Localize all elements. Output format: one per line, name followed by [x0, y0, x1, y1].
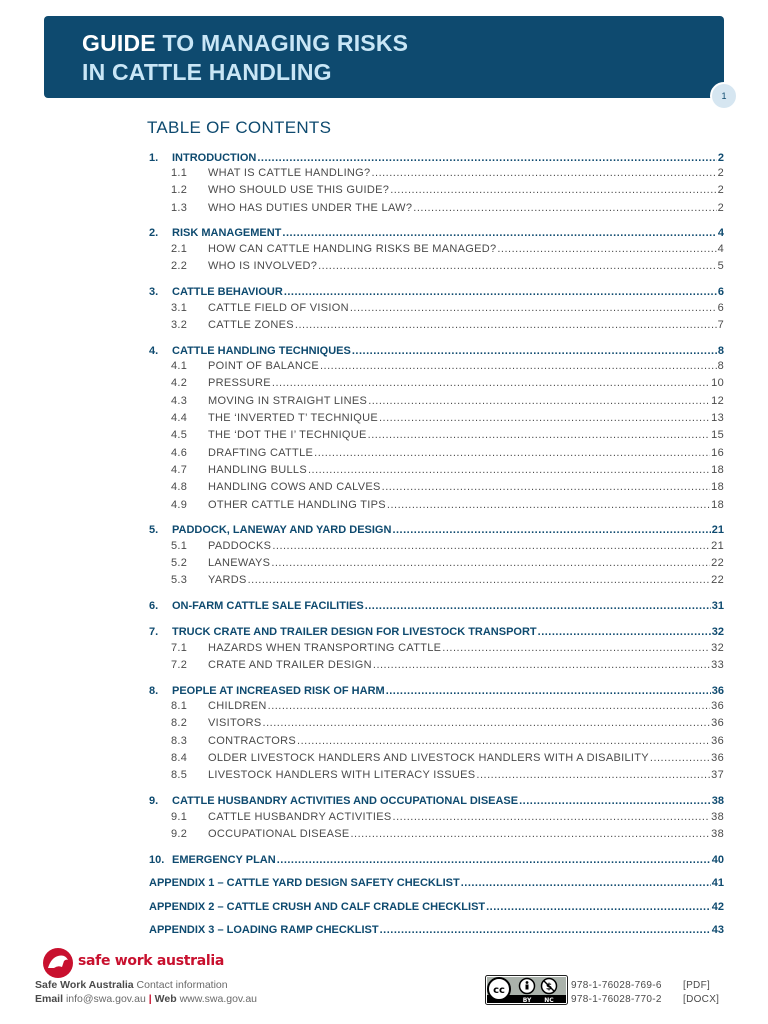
toc-entry-page: 4: [717, 227, 724, 240]
toc-leader-dots: [461, 875, 711, 891]
toc-subentry[interactable]: [0, 640, 768, 656]
toc-entry-page: 12: [711, 394, 724, 407]
toc-entry-number: 4.: [149, 344, 159, 357]
toc-leader-dots: [390, 182, 716, 198]
toc-section-entry[interactable]: [0, 284, 768, 300]
toc-entry-number: 7.2: [171, 658, 188, 671]
toc-subentry[interactable]: [0, 767, 768, 783]
contact-line: [35, 979, 228, 991]
toc-entry-page: 36: [711, 684, 724, 697]
toc-entry-number: 1.3: [171, 201, 188, 214]
toc-entry-number: 4.2: [171, 377, 188, 390]
toc-subentry[interactable]: [0, 241, 768, 257]
toc-entry-number: 8.: [149, 684, 159, 697]
toc-entry-title: POINT OF BALANCE: [208, 360, 319, 373]
toc-subentry[interactable]: [0, 300, 768, 316]
toc-leader-dots: [282, 225, 716, 241]
toc-entry-number: 7.1: [171, 641, 188, 654]
toc-entry-title: OTHER CATTLE HANDLING TIPS: [208, 498, 386, 511]
toc-entry-number: 4.8: [171, 481, 188, 494]
toc-entry-number: 5.2: [171, 557, 188, 570]
toc-subentry[interactable]: [0, 165, 768, 181]
toc-subentry[interactable]: [0, 258, 768, 274]
toc-entry-page: 32: [711, 626, 724, 638]
toc-entry-page: 15: [711, 429, 724, 442]
toc-subentry[interactable]: [0, 393, 768, 409]
toc-entry-page: 41: [711, 877, 724, 890]
toc-entry-page: 8: [717, 360, 724, 373]
toc-heading: TABLE OF CONTENTS: [147, 118, 332, 137]
toc-entry-title: HOW CAN CATTLE HANDLING RISKS BE MANAGED?: [208, 242, 497, 255]
toc-leader-dots: [386, 683, 711, 699]
separator: |: [148, 993, 152, 1005]
toc-entry-number: 1.: [149, 151, 159, 164]
toc-leader-dots: [442, 640, 710, 656]
toc-entry-page: 5: [717, 260, 724, 273]
toc-leader-dots: [379, 410, 710, 426]
document-header: [44, 16, 724, 98]
toc-entry-number: 5.: [149, 524, 159, 537]
toc-leader-dots: [387, 497, 710, 513]
isbn-format: [DOCX]: [683, 994, 720, 1005]
toc-entry-title: APPENDIX 1 – CATTLE YARD DESIGN SAFETY CHECKLIST: [149, 877, 460, 890]
toc-entry-page: 32: [711, 641, 724, 654]
toc-entry-title: CRATE AND TRAILER DESIGN: [208, 658, 372, 671]
toc-subentry[interactable]: [0, 497, 768, 513]
toc-entry-page: 10: [711, 377, 724, 390]
toc-entry-page: 6: [717, 286, 724, 298]
toc-entry-title: CATTLE BEHAVIOUR: [172, 286, 283, 298]
toc-entry-page: 21: [711, 539, 724, 552]
toc-entry-number: 8.3: [171, 734, 188, 747]
toc-entry-number: 9.1: [171, 810, 188, 823]
toc-entry-title: PEOPLE AT INCREASED RISK OF HARM: [172, 684, 385, 697]
toc-leader-dots: [368, 393, 710, 409]
toc-subentry[interactable]: [0, 555, 768, 571]
toc-entry-page: 16: [711, 446, 724, 459]
toc-section-entry[interactable]: [0, 683, 768, 699]
toc-section-entry[interactable]: [0, 150, 768, 166]
toc-section-entry[interactable]: [0, 225, 768, 241]
toc-entry-number: 7.: [149, 626, 159, 638]
toc-leader-dots: [393, 809, 711, 825]
toc-leader-dots: [271, 555, 710, 571]
toc-leader-dots: [297, 733, 710, 749]
toc-entry-number: 4.9: [171, 498, 188, 511]
toc-entry-title: WHO HAS DUTIES UNDER THE LAW?: [208, 201, 413, 214]
toc-entry-number: 8.2: [171, 717, 188, 730]
title-rest-line-1: TO MANAGING RISKS: [162, 30, 409, 56]
toc-section-entry[interactable]: [0, 852, 768, 868]
toc-section-entry[interactable]: [0, 624, 768, 640]
web-link[interactable]: www.swa.gov.au: [179, 993, 258, 1005]
toc-section-entry[interactable]: [0, 598, 768, 614]
toc-entry-number: 3.2: [171, 318, 188, 331]
toc-entry-page: 8: [717, 344, 724, 357]
toc-entry-number: 3.: [149, 286, 159, 298]
toc-entry-number: 4.6: [171, 446, 188, 459]
toc-leader-dots: [318, 258, 716, 274]
web-label: Web: [154, 993, 177, 1005]
toc-entry-title: HANDLING BULLS: [208, 463, 307, 476]
toc-entry-title: CATTLE ZONES: [208, 318, 294, 331]
toc-entry-page: 38: [711, 810, 724, 823]
toc-entry-number: 9.2: [171, 827, 188, 840]
toc-entry-title: VISITORS: [208, 717, 262, 730]
toc-entry-title: LIVESTOCK HANDLERS WITH LITERACY ISSUES: [208, 769, 476, 782]
toc-entry-title: YARDS: [208, 574, 247, 587]
toc-section-entry[interactable]: [0, 522, 768, 538]
toc-entry-title: APPENDIX 3 – LOADING RAMP CHECKLIST: [149, 924, 379, 937]
toc-entry-page: 31: [711, 600, 724, 613]
toc-entry-page: 18: [711, 481, 724, 494]
toc-entry-page: 37: [711, 769, 724, 782]
email-label: Email: [35, 993, 64, 1005]
toc-entry-number: 4.3: [171, 394, 188, 407]
toc-leader-dots: [263, 715, 711, 731]
toc-leader-dots: [382, 479, 711, 495]
toc-entry-page: 2: [717, 201, 724, 214]
toc-leader-dots: [380, 922, 711, 938]
toc-entry-number: 3.1: [171, 301, 188, 314]
toc-entry-title: CATTLE HANDLING TECHNIQUES: [172, 344, 351, 357]
toc-leader-dots: [368, 427, 710, 443]
toc-entry-page: 43: [711, 924, 724, 937]
toc-leader-dots: [257, 150, 717, 166]
toc-entry-page: 18: [711, 498, 724, 511]
toc-entry-title: WHAT IS CATTLE HANDLING?: [208, 167, 371, 179]
toc-subentry[interactable]: [0, 445, 768, 461]
toc-entry-number: 1.1: [171, 167, 188, 179]
isbn-docx: [571, 994, 720, 1005]
toc-leader-dots: [272, 538, 710, 554]
toc-entry-title: HAZARDS WHEN TRANSPORTING CATTLE: [208, 641, 442, 654]
toc-entry-title: HANDLING COWS AND CALVES: [208, 481, 381, 494]
toc-entry-title: CATTLE FIELD OF VISION: [208, 301, 349, 314]
toc-entry-number: 4.1: [171, 360, 188, 373]
toc-subentry[interactable]: [0, 538, 768, 554]
toc-entry-title: EMERGENCY PLAN: [172, 853, 276, 866]
toc-entry-title: MOVING IN STRAIGHT LINES: [208, 394, 368, 407]
toc-entry-number: 2.: [149, 227, 159, 240]
toc-subentry[interactable]: [0, 657, 768, 673]
toc-entry-number: 1.2: [171, 184, 188, 197]
toc-subentry[interactable]: [0, 698, 768, 714]
toc-subentry[interactable]: [0, 358, 768, 374]
toc-subentry[interactable]: [0, 462, 768, 478]
toc-appendix-entry[interactable]: [0, 922, 768, 938]
toc-leader-dots: [268, 698, 711, 714]
toc-leader-dots: [295, 317, 717, 333]
toc-entry-page: 2: [717, 184, 724, 197]
toc-entry-title: THE ‘DOT THE I’ TECHNIQUE: [208, 429, 367, 442]
toc-subentry[interactable]: [0, 410, 768, 426]
toc-entry-number: 4.4: [171, 412, 188, 424]
toc-appendix-entry[interactable]: [0, 899, 768, 915]
toc-subentry[interactable]: [0, 375, 768, 391]
toc-subentry[interactable]: [0, 182, 768, 198]
toc-subentry[interactable]: [0, 809, 768, 825]
toc-entry-title: LANEWAYS: [208, 557, 271, 570]
toc-leader-dots: [538, 624, 711, 640]
toc-leader-dots: [272, 375, 710, 391]
toc-subentry[interactable]: [0, 479, 768, 495]
toc-entry-title: OLDER LIVESTOCK HANDLERS AND LIVESTOCK HANDLERS WITH A DISABILITY: [208, 752, 649, 764]
page-number-badge: 1: [710, 82, 738, 110]
logo-text: safe work australia: [78, 953, 225, 969]
toc-leader-dots: [352, 343, 717, 359]
toc-entry-number: 4.7: [171, 463, 188, 476]
toc-entry-page: 21: [711, 524, 724, 537]
toc-entry-title: CONTRACTORS: [208, 734, 297, 747]
toc-subentry[interactable]: [0, 733, 768, 749]
toc-entry-title: APPENDIX 2 – CATTLE CRUSH AND CALF CRADLE CHECKLIST: [149, 900, 486, 913]
toc-leader-dots: [373, 657, 710, 673]
toc-leader-dots: [365, 598, 711, 614]
toc-leader-dots: [350, 300, 717, 316]
toc-leader-dots: [392, 522, 710, 538]
title-line-1: [82, 30, 408, 57]
toc-entry-page: 6: [717, 301, 724, 314]
toc-entry-number: 4.5: [171, 429, 188, 442]
toc-entry-number: 5.1: [171, 539, 188, 552]
toc-entry-number: 9.: [149, 795, 159, 808]
toc-entry-number: 2.1: [171, 242, 188, 255]
toc-entry-number: 8.4: [171, 752, 188, 764]
toc-entry-title: PADDOCKS: [208, 539, 272, 552]
toc-appendix-entry[interactable]: [0, 875, 768, 891]
toc-leader-dots: [320, 358, 717, 374]
toc-entry-page: 2: [717, 167, 724, 179]
toc-subentry[interactable]: [0, 317, 768, 333]
toc-entry-page: 36: [711, 752, 724, 764]
toc-entry-title: CATTLE HUSBANDRY ACTIVITIES: [208, 810, 392, 823]
toc-entry-page: 33: [711, 658, 724, 671]
toc-leader-dots: [314, 445, 710, 461]
toc-leader-dots: [413, 200, 716, 216]
toc-entry-title: CHILDREN: [208, 700, 267, 713]
toc-entry-title: TRUCK CRATE AND TRAILER DESIGN FOR LIVESTOCK TRANSPORT: [172, 626, 537, 638]
isbn-format: [PDF]: [683, 980, 711, 991]
toc-entry-page: 2: [717, 151, 724, 164]
toc-leader-dots: [486, 899, 711, 915]
title-line-2: IN CATTLE HANDLING: [82, 59, 332, 85]
toc-entry-number: 8.1: [171, 700, 188, 713]
toc-leader-dots: [277, 852, 711, 868]
email-web-line: [35, 993, 257, 1005]
toc-leader-dots: [476, 767, 710, 783]
toc-entry-page: 36: [711, 717, 724, 730]
isbn-number: 978-1-76028-769-6: [571, 980, 662, 991]
toc-entry-page: 40: [711, 853, 724, 866]
license-by-label: BY: [522, 997, 532, 1004]
toc-entry-number: 8.5: [171, 769, 188, 782]
toc-leader-dots: [371, 165, 716, 181]
toc-entry-page: 7: [717, 318, 724, 331]
toc-entry-number: 2.2: [171, 260, 188, 273]
toc-entry-title: WHO SHOULD USE THIS GUIDE?: [208, 184, 390, 197]
isbn-pdf: [571, 980, 711, 991]
isbn-number: 978-1-76028-770-2: [571, 994, 662, 1005]
toc-subentry[interactable]: [0, 200, 768, 216]
toc-entry-page: 22: [711, 557, 724, 570]
toc-entry-page: 4: [717, 242, 724, 255]
toc-entry-title: ON-FARM CATTLE SALE FACILITIES: [172, 600, 364, 613]
toc-entry-title: WHO IS INVOLVED?: [208, 260, 318, 273]
toc-entry-number: 5.3: [171, 574, 188, 587]
contact-info-label: Contact information: [136, 979, 228, 991]
toc-leader-dots: [519, 793, 711, 809]
toc-leader-dots: [308, 462, 710, 478]
creative-commons-badge: [485, 975, 568, 1005]
org-name: Safe Work Australia: [35, 979, 134, 991]
toc-entry-page: 13: [711, 412, 724, 424]
toc-subentry[interactable]: [0, 427, 768, 443]
toc-entry-page: 42: [711, 900, 724, 913]
svg-text:cc: cc: [493, 985, 505, 996]
toc-entry-title: INTRODUCTION: [172, 151, 257, 164]
toc-subentry[interactable]: [0, 572, 768, 588]
toc-entry-title: THE ‘INVERTED T’ TECHNIQUE: [208, 412, 378, 424]
toc-section-entry[interactable]: [0, 343, 768, 359]
email-link[interactable]: info@swa.gov.au: [65, 993, 146, 1005]
toc-entry-title: OCCUPATIONAL DISEASE: [208, 827, 350, 840]
toc-leader-dots: [650, 750, 710, 766]
toc-entry-title: PRESSURE: [208, 377, 271, 390]
toc-leader-dots: [248, 572, 711, 588]
svg-text:$: $: [545, 982, 553, 993]
toc-entry-title: PADDOCK, LANEWAY AND YARD DESIGN: [172, 524, 392, 537]
toc-entry-title: DRAFTING CATTLE: [208, 446, 314, 459]
toc-entry-number: 6.: [149, 600, 159, 613]
toc-leader-dots: [351, 826, 711, 842]
toc-entry-title: CATTLE HUSBANDRY ACTIVITIES AND OCCUPATIONAL DISEASE: [172, 795, 519, 808]
toc-entry-title: RISK MANAGEMENT: [172, 227, 282, 240]
toc-entry-page: 38: [711, 795, 724, 808]
toc-leader-dots: [284, 284, 717, 300]
toc-entry-page: 36: [711, 734, 724, 747]
toc-entry-page: 18: [711, 463, 724, 476]
toc-entry-page: 22: [711, 574, 724, 587]
toc-entry-page: 38: [711, 827, 724, 840]
toc-entry-number: 10.: [149, 853, 165, 866]
license-nc-label: NC: [544, 997, 554, 1004]
toc-subentry[interactable]: [0, 750, 768, 766]
toc-section-entry[interactable]: [0, 793, 768, 809]
toc-subentry[interactable]: [0, 715, 768, 731]
toc-entry-page: 36: [711, 700, 724, 713]
toc-subentry[interactable]: [0, 826, 768, 842]
title-guide-word: GUIDE: [82, 30, 156, 56]
toc-leader-dots: [497, 241, 716, 257]
